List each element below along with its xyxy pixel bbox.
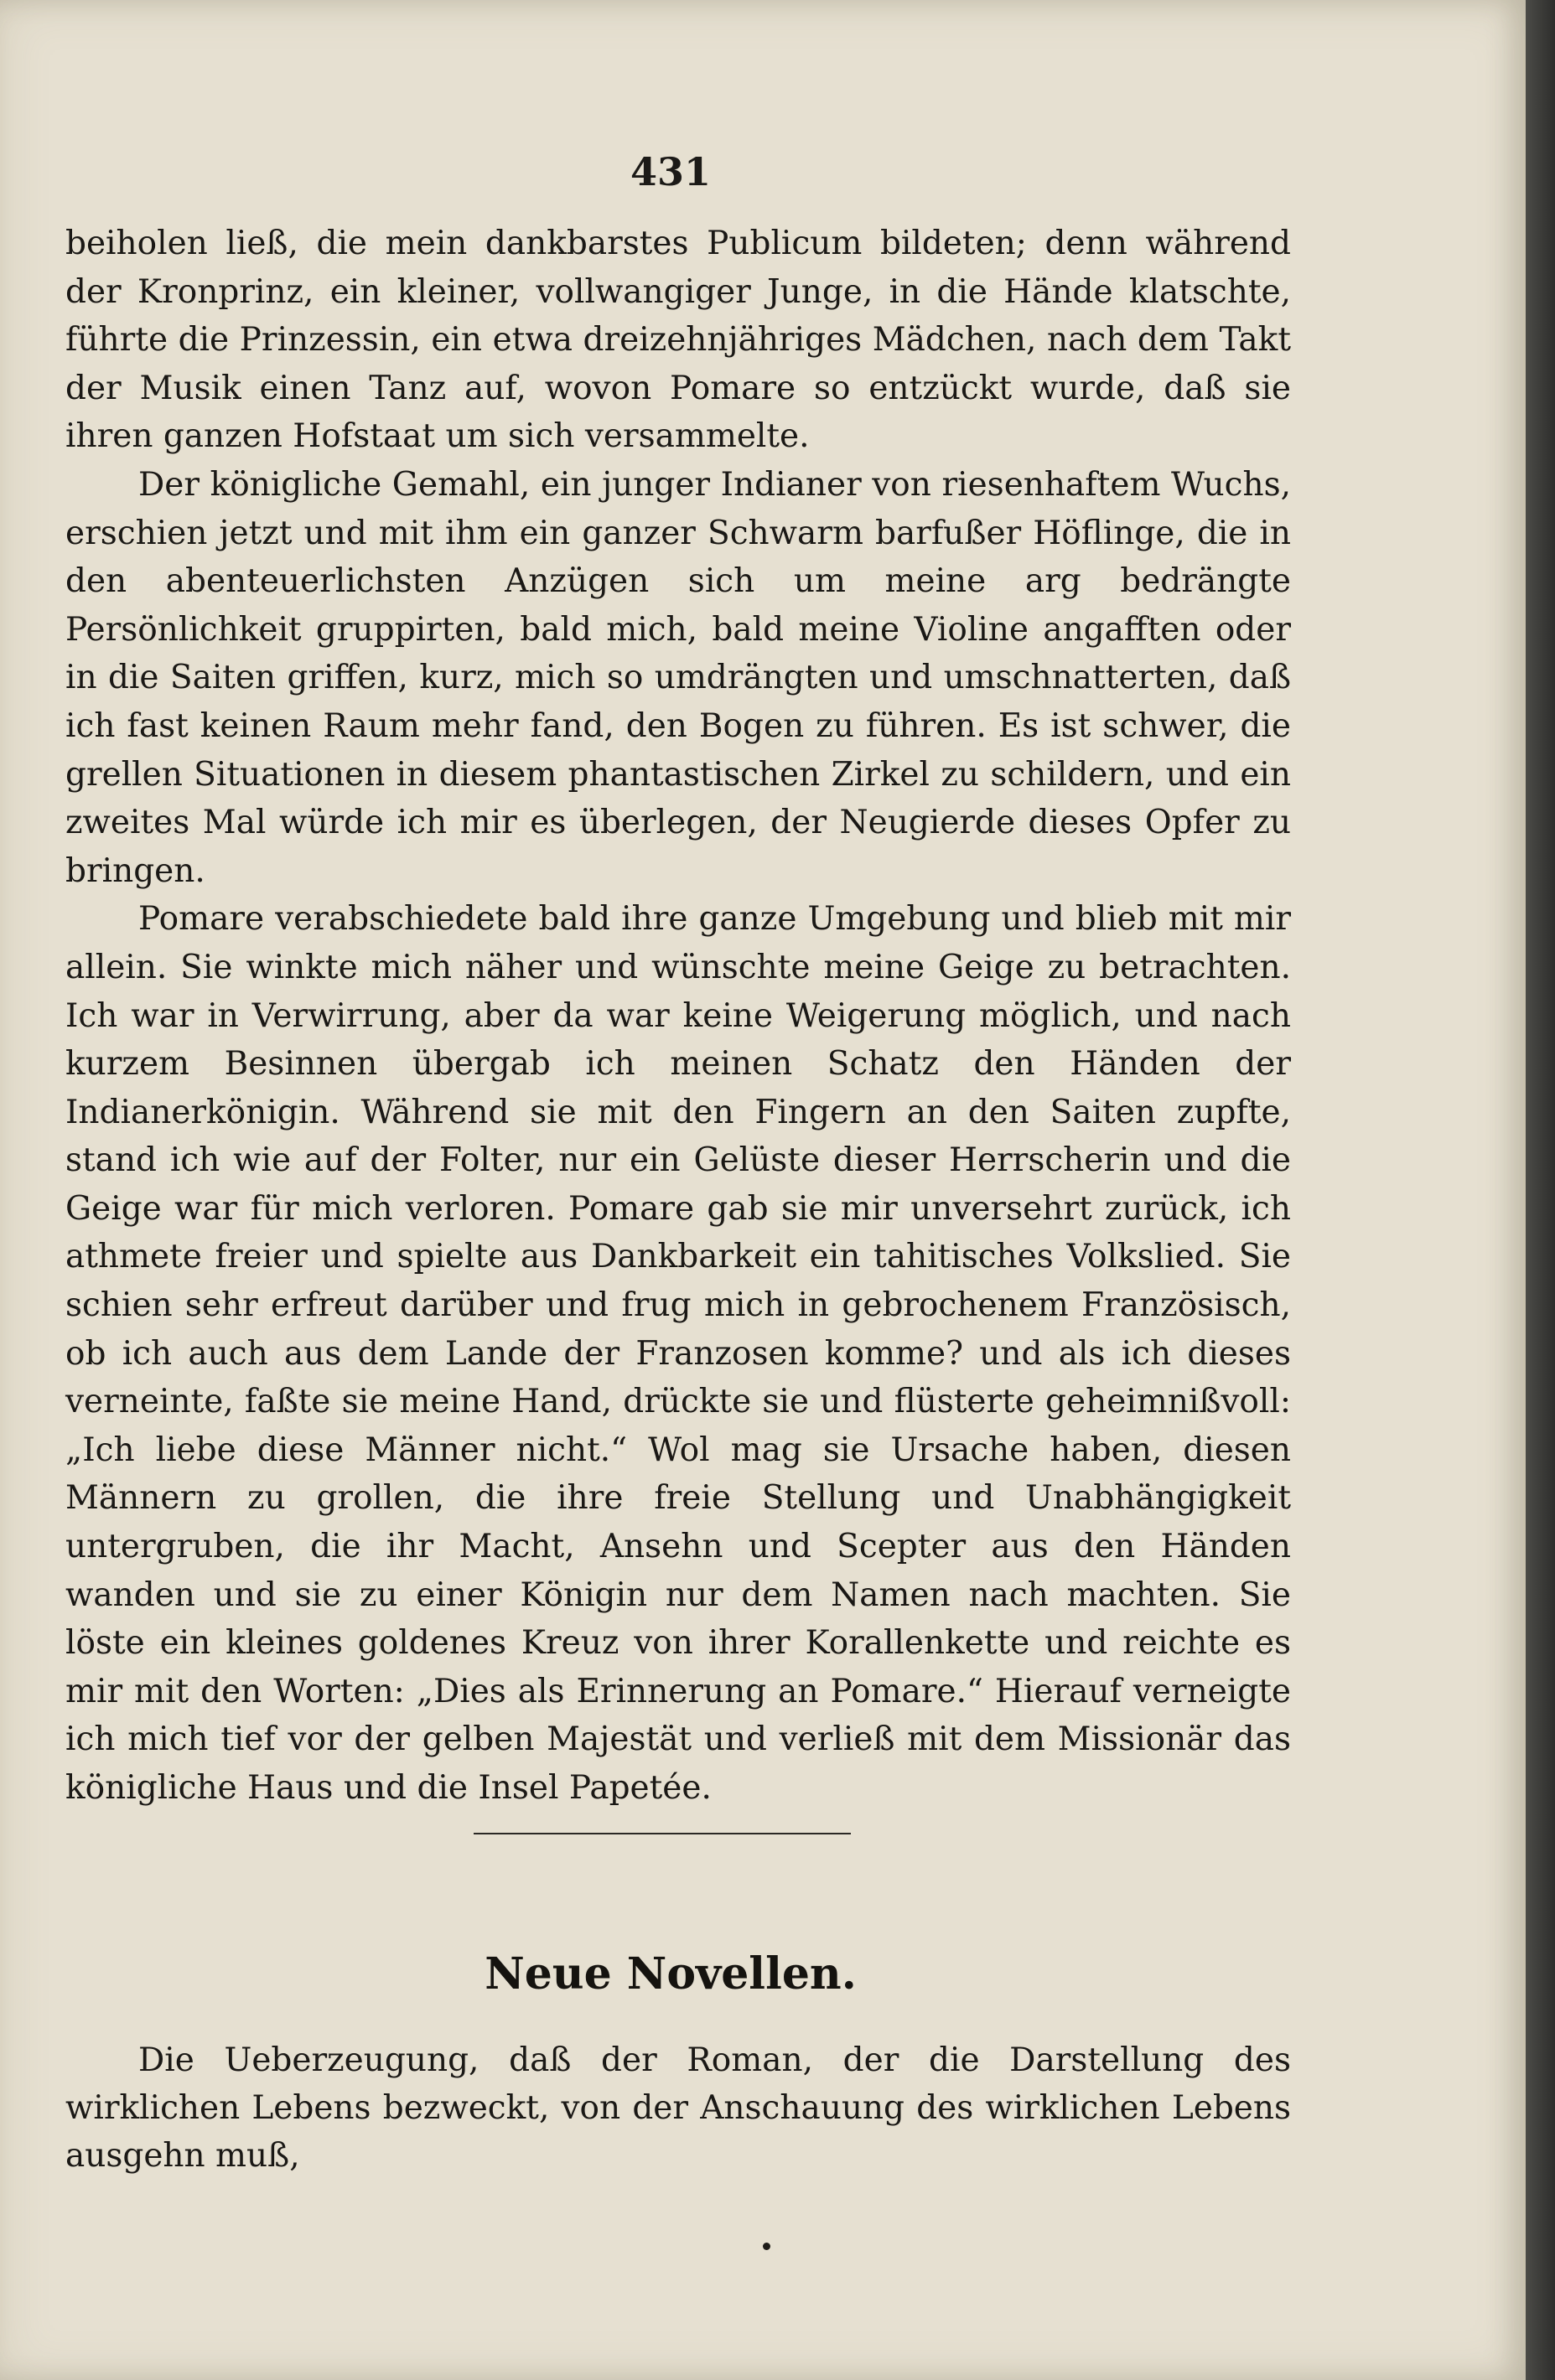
section-divider [474, 1833, 851, 1834]
section-paragraph: Die Ueberzeugung, daß der Roman, der die Darstellung des wirklichen Lebens bezweckt, von der Anschauung des wirklichen Lebens ausgehn muß, [65, 2041, 1291, 2175]
section-text [65, 2036, 1291, 2180]
paragraph-1: beiholen ließ, die mein dankbarstes Publicum bildeten; denn während der Kronprinz, ein kleiner, vollwangiger Junge, in die Hände klatschte, führte die Prinzessin, ein etwa dreizehnjähriges Mädchen, nach dem Takt der Musik einen Tanz auf, wovon Pomare so entzückt wurde, daß sie ihren ganzen Hofstaat um sich versammelte. [65, 225, 1291, 456]
page-number: 431 [630, 149, 712, 194]
section-title: Neue Novellen. [485, 1948, 857, 2000]
main-text [65, 220, 1291, 1813]
scan-edge [1526, 0, 1555, 2380]
paragraph-2: Der königliche Gemahl, ein junger Indianer von riesenhaftem Wuchs, erschien jetzt und mit ihm ein ganzer Schwarm barfußer Höflinge, die in den abenteuerlichsten Anzügen sich um meine arg bedrängte Persönlichkeit gruppirten, bald mich, bald meine Violine angafften oder in die Saiten griffen, kurz, mich so umdrängten und umschnatterten, daß ich fast keinen Raum mehr fand, den Bogen zu führen. Es ist schwer, die grellen Situationen in diesem phantastischen Zirkel zu schildern, und ein zweites Mal würde ich mir es überlegen, der Neugierde dieses Opfer zu bringen. [65, 465, 1291, 890]
ink-speck [763, 2243, 770, 2250]
paragraph-3: Pomare verabschiedete bald ihre ganze Umgebung und blieb mit mir allein. Sie winkte mich näher und wünschte meine Geige zu betrachten. Ich war in Verwirrung, aber da war keine Weigerung möglich, und nach kurzem Besinnen übergab ich meinen Schatz den Händen der Indianerkönigin. Während sie mit den Fingern an den Saiten zupfte, stand ich wie auf der Folter, nur ein Gelüste dieser Herrscherin und die Geige war für mich verloren. Pomare gab sie mir unversehrt zurück, ich athmete freier und spielte aus Dankbarkeit ein tahitisches Volkslied. Sie schien sehr erfreut darüber und frug mich in gebrochenem Französisch, ob ich auch aus dem Lande der Franzosen komme? und als ich dieses verneinte, faßte sie meine Hand, drückte sie und flüsterte geheimnißvoll: „Ich liebe diese Männer nicht.“ Wol mag sie Ursache haben, diesen Männern zu grollen, die ihre freie Stellung und Unabhängigkeit untergruben, die ihr Macht, Ansehn und Scepter aus den Händen wanden und sie zu einer Königin nur dem Namen nach machten. Sie löste ein kleines goldenes Kreuz von ihrer Korallenkette und reichte es mir mit den Worten: „Dies als Erinnerung an Pomare.“ Hierauf verneigte ich mich tief vor der gelben Majestät und verließ mit dem Missionär das königliche Haus und die Insel Papetée. [65, 900, 1291, 1807]
